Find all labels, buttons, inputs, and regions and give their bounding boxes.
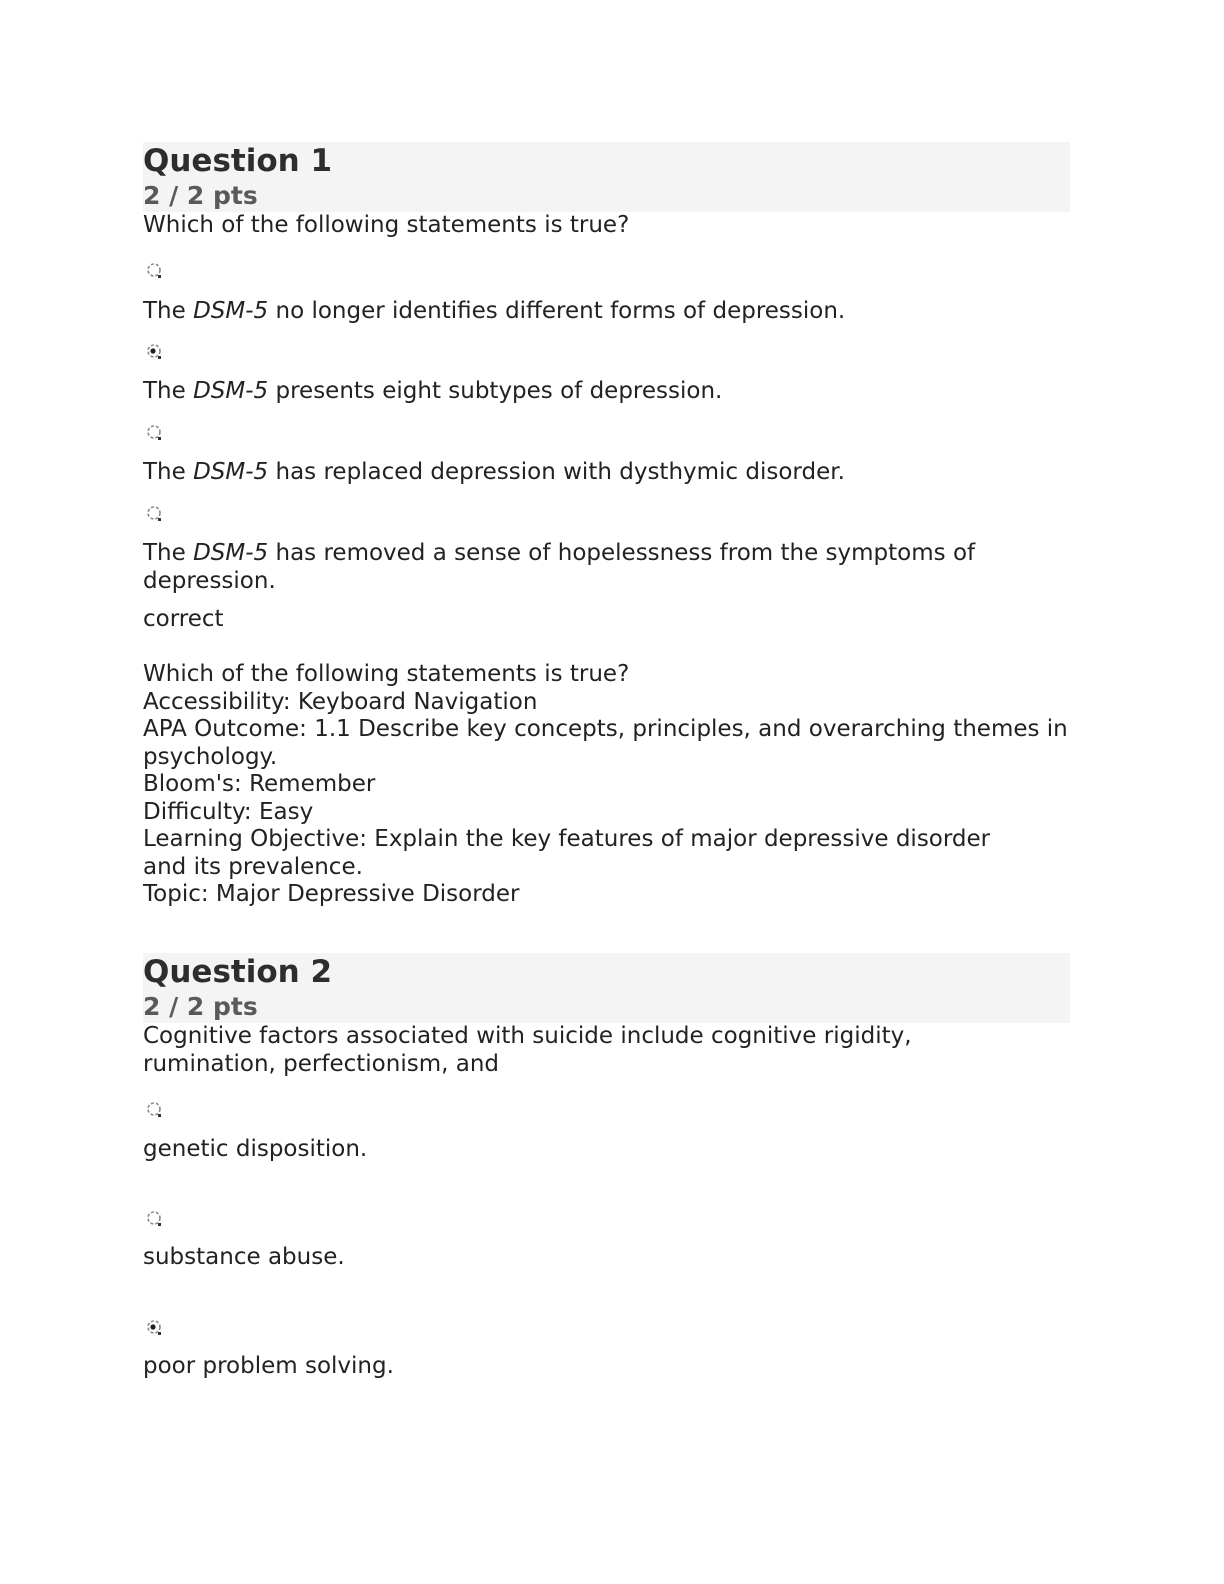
- answer-option[interactable]: [143, 377, 1070, 405]
- radio-selected-icon: [146, 343, 162, 361]
- radio-button[interactable]: [146, 1319, 162, 1335]
- answer-italic: DSM-5: [193, 459, 269, 485]
- feedback-restated-question: Which of the following statements is true?: [143, 661, 630, 687]
- question-points: 2 / 2 pts: [143, 992, 258, 1021]
- feedback-apa-outcome: APA Outcome: 1.1 Describe key concepts, principles, and overarching themes in psychology.: [143, 716, 1068, 770]
- radio-unselected-icon: [146, 262, 162, 280]
- radio-button[interactable]: [146, 424, 162, 440]
- feedback-difficulty: Difficulty: Easy: [143, 798, 314, 825]
- answer-italic: DSM-5: [193, 298, 269, 324]
- question-1-header: [143, 142, 1070, 212]
- answer-italic: DSM-5: [193, 378, 269, 404]
- question-title: Question 2: [143, 954, 333, 990]
- radio-button[interactable]: [146, 1101, 162, 1117]
- radio-button[interactable]: [146, 505, 162, 521]
- answer-prefix: The: [143, 378, 194, 404]
- answer-prefix: The: [143, 298, 194, 324]
- question-prompt: Cognitive factors associated with suicide include cognitive rigidity, rumination, perfectionism, and: [143, 1023, 912, 1077]
- answer-feedback: [143, 661, 1070, 909]
- radio-unselected-icon: [146, 1101, 162, 1119]
- question-title: Question 1: [143, 143, 333, 179]
- answer-italic: DSM-5: [193, 540, 269, 566]
- answer-option[interactable]: genetic disposition.: [143, 1136, 368, 1162]
- question-points: 2 / 2 pts: [143, 181, 258, 210]
- question-prompt: Which of the following statements is true?: [143, 212, 630, 238]
- radio-unselected-icon: [146, 505, 162, 523]
- radio-button[interactable]: [146, 1210, 162, 1226]
- feedback-learning-objective: Learning Objective: Explain the key features of major depressive disorder and its prevalence.: [143, 826, 991, 880]
- answer-suffix: has removed a sense of hopelessness from the symptoms of depression.: [143, 540, 976, 594]
- answer-option[interactable]: substance abuse.: [143, 1244, 345, 1270]
- result-status: correct: [143, 606, 224, 632]
- answer-option[interactable]: [143, 297, 1070, 325]
- radio-button[interactable]: [146, 262, 162, 278]
- answer-suffix: presents eight subtypes of depression.: [268, 378, 723, 404]
- radio-unselected-icon: [146, 424, 162, 442]
- question-2-header: [143, 953, 1070, 1023]
- answer-option[interactable]: [143, 458, 1070, 486]
- radio-selected-icon: [146, 1319, 162, 1337]
- answer-option[interactable]: poor problem solving.: [143, 1353, 394, 1379]
- feedback-blooms: Bloom's: Remember: [143, 771, 376, 797]
- question-1: [143, 142, 1070, 907]
- feedback-topic: Topic: Major Depressive Disorder: [143, 881, 520, 907]
- radio-unselected-icon: [146, 1210, 162, 1228]
- question-2: [143, 953, 1070, 1379]
- answer-prefix: The: [143, 459, 194, 485]
- answer-prefix: The: [143, 540, 194, 566]
- answer-option[interactable]: [143, 539, 1023, 595]
- feedback-accessibility: Accessibility: Keyboard Navigation: [143, 688, 538, 715]
- answer-suffix: no longer identifies different forms of depression.: [268, 298, 846, 324]
- radio-button[interactable]: [146, 343, 162, 359]
- answer-suffix: has replaced depression with dysthymic disorder.: [268, 459, 845, 485]
